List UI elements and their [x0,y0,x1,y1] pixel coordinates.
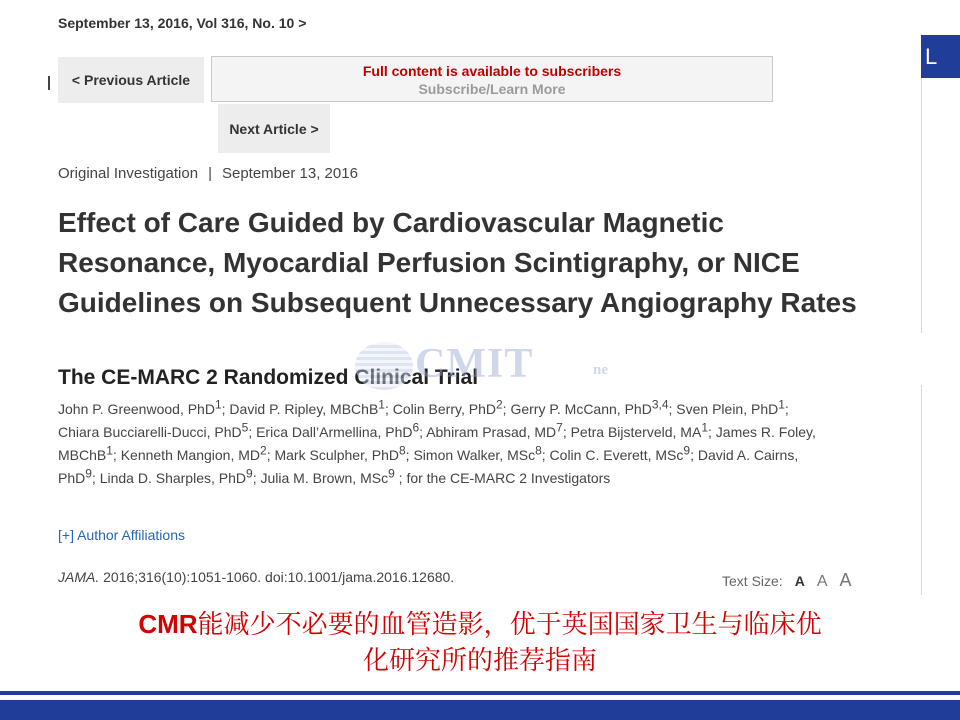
author-name [58,397,230,417]
text-size-control [722,570,852,591]
author-affiliations-link[interactable]: [+] Author Affiliations [58,527,185,543]
authors-group-suffix: for the CE-MARC 2 Investigators [406,470,611,486]
author-affiliation-number: 1 [778,397,785,412]
subscription-notice [211,56,773,102]
issue-breadcrumb[interactable]: September 13, 2016, Vol 316, No. 10 > [58,15,307,31]
author-separator: ; [248,424,257,440]
author-name [549,443,698,463]
author-affiliation-number: 9 [388,466,395,481]
author-name [229,397,393,417]
previous-article-button[interactable]: < Previous Article [58,57,204,103]
citation-details: 2016;316(10):1051-1060. doi:10.1001/jama.2016.12680. [99,569,455,585]
author-affiliation-number: 1 [214,397,222,412]
left-edge-mark [48,76,50,90]
text-size-medium-button[interactable]: A [816,573,828,590]
author-affiliation-number: 5 [241,420,249,435]
author-name [260,466,407,486]
author-separator: ; [668,401,677,417]
article-meta [58,165,358,182]
caption-line-1: 能减少不必要的血管造影，优于英国国家卫生与临床优 [197,610,822,640]
author-separator: ; [690,447,698,463]
author-affiliation-number: 1 [106,443,113,458]
author-name-text: Chiara Bucciarelli-Ducci, PhD [58,424,242,440]
author-name [99,466,261,486]
author-name-text: Linda D. Sharples, PhD [99,470,247,486]
author-name-text: Simon Walker, MSc [413,447,536,463]
author-separator: ; [541,447,550,463]
footer-bar-thin [0,691,960,695]
author-affiliation-number: 9 [246,466,253,481]
author-name [58,420,257,440]
author-separator: ; [394,470,407,486]
author-name [274,443,414,463]
watermark-suffix: ne [593,362,608,378]
citation [58,569,454,585]
author-affiliation-number: 1 [701,420,708,435]
author-affiliation-number: 3,4 [651,397,669,412]
meta-separator: | [208,165,212,182]
author-affiliation-number: 8 [398,443,406,458]
text-size-large-button[interactable]: A [839,570,852,590]
subscription-message: Full content is available to subscribers [362,63,622,79]
text-size-small-button[interactable]: A [794,573,805,589]
caption-prefix: CMR [138,609,198,639]
citation-journal: JAMA. [58,569,100,585]
author-separator: ; [784,401,789,417]
author-name [256,420,427,440]
article-date: September 13, 2016 [221,165,358,182]
next-article-button[interactable]: Next Article > [218,104,330,153]
author-affiliation-number: 9 [85,466,92,481]
author-name-text: Julia M. Brown, MSc [260,470,389,486]
author-affiliation-number: 7 [556,420,563,435]
author-separator: ; [91,470,100,486]
text-size-label: Text Size: [722,573,783,589]
author-name-text: David A. Cairns, PhD [58,447,799,486]
right-divider-lower [921,385,922,595]
author-separator: ; [384,401,393,417]
author-name [570,420,716,440]
side-tab [921,35,960,78]
author-affiliation-number: 6 [412,420,420,435]
author-name-text: Mark Sculpher, PhD [274,447,399,463]
author-name-text: Colin Berry, PhD [392,401,496,417]
author-separator: ; [112,447,121,463]
author-separator: ; [502,401,511,417]
author-name [510,397,677,417]
author-separator: ; [405,447,414,463]
author-name-text: Petra Bijsterveld, MA [570,424,702,440]
author-name-text: David P. Ripley, MBChB [229,401,379,417]
right-divider [921,78,922,333]
author-separator: ; [221,401,230,417]
author-name-text: Colin C. Everett, MSc [549,447,684,463]
author-affiliation-number: 8 [535,443,542,458]
author-list [58,398,818,490]
author-name [426,420,571,440]
author-separator: ; [252,470,261,486]
author-name-text: James R. Foley, MBChB [58,424,816,463]
author-affiliation-number: 9 [683,443,691,458]
author-name-text: Sven Plein, PhD [676,401,779,417]
author-name-text: Abhiram Prasad, MD [426,424,557,440]
subscribe-link[interactable]: Subscribe/Learn More [418,81,566,97]
author-name-text: Gerry P. McCann, PhD [510,401,652,417]
author-affiliation-number: 1 [378,397,385,412]
author-name-text: Erica Dall’Armellina, PhD [256,424,413,440]
author-name-text: Kenneth Mangion, MD [120,447,261,463]
slide-caption [0,606,960,679]
watermark-text: CMIT [415,341,534,387]
author-name-text: John P. Greenwood, PhD [58,401,215,417]
article-subtitle: The CE-MARC 2 Randomized Clinical Trial [58,366,479,389]
author-affiliation-number: 2 [260,443,267,458]
side-tab-letter: L [925,43,938,69]
author-affiliation-number: 2 [495,397,503,412]
author-separator: ; [562,424,571,440]
author-name [413,443,550,463]
footer-bar [0,700,960,720]
author-separator: ; [419,424,427,440]
author-name [120,443,275,463]
article-type: Original Investigation [58,165,199,182]
caption-line-2: 化研究所的推荐指南 [362,646,597,676]
author-separator: ; [708,424,716,440]
author-separator: ; [266,447,275,463]
author-name [392,397,511,417]
author-name [676,397,789,417]
article-title: Effect of Care Guided by Cardiovascular Magnetic Resonance, Myocardial Perfusion Scintigraphy, or NICE Guidelines on Subsequent Unnecessary Angiography Rates [58,207,857,318]
